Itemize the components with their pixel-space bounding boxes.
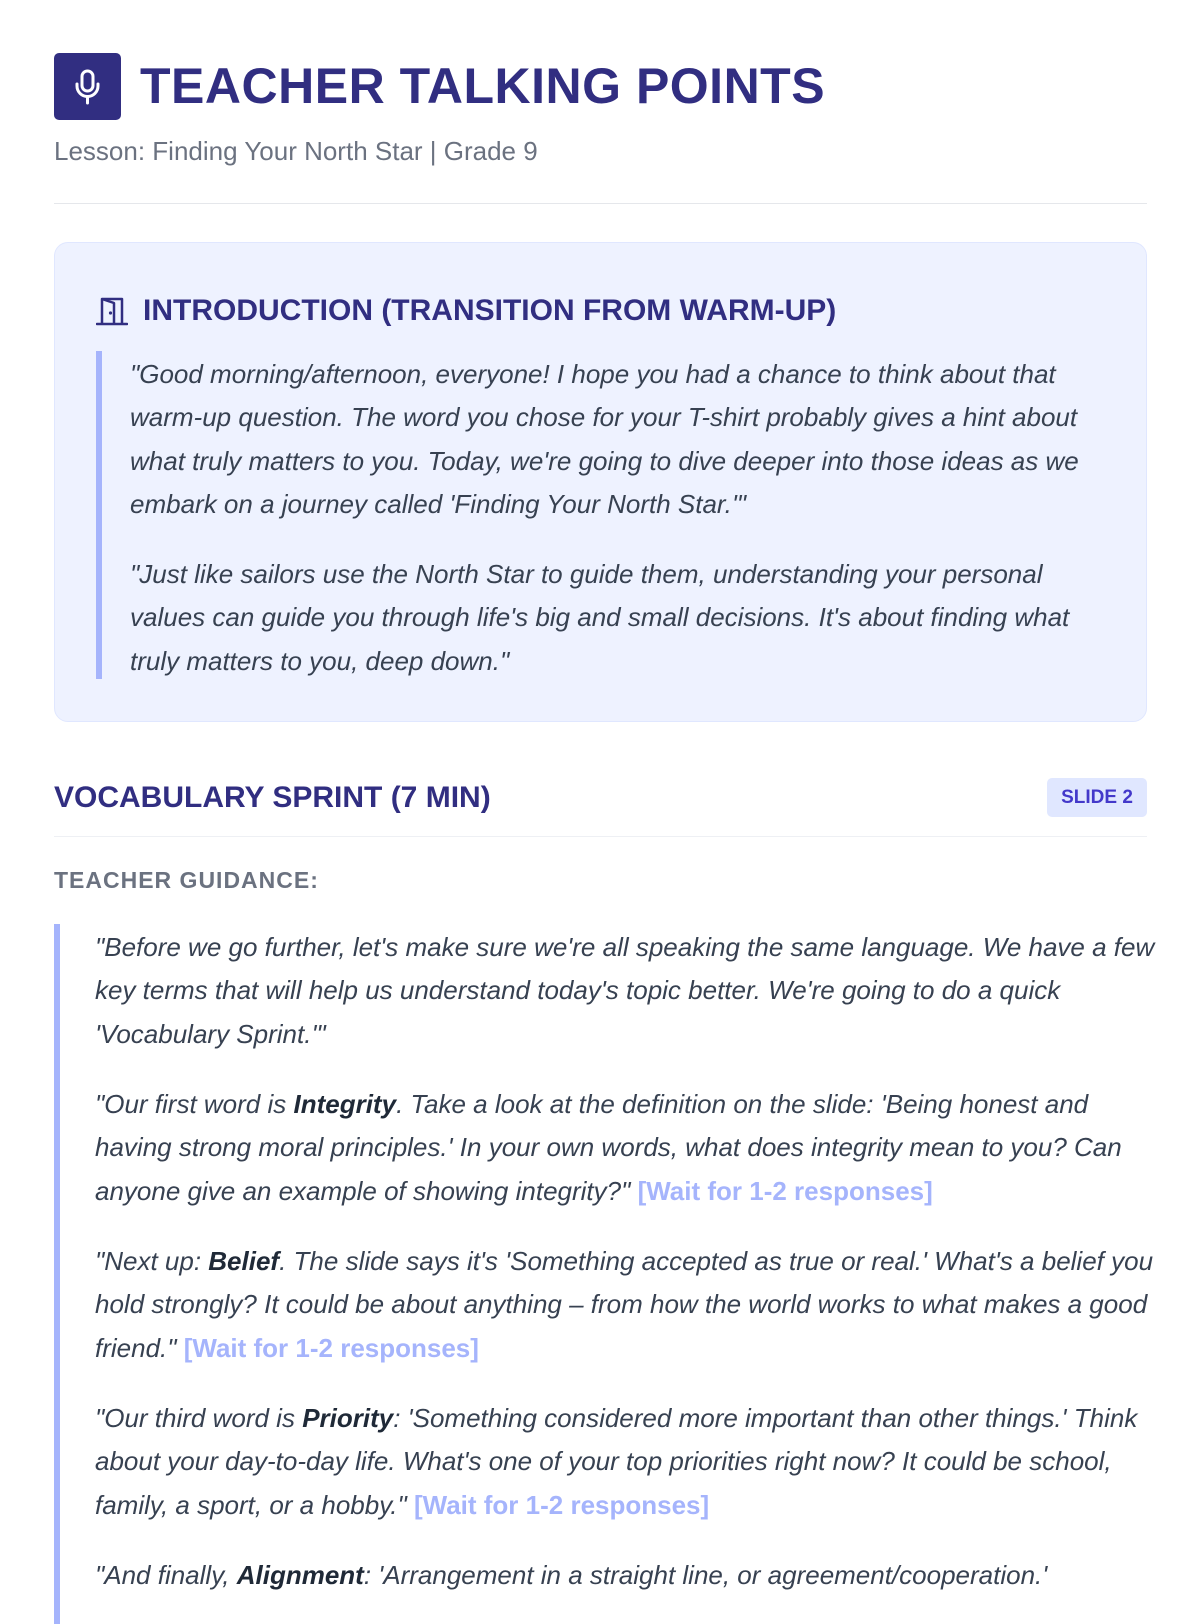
intro-paragraph: "Just like sailors use the North Star to guide them, understanding your personal values can guide you through life's big and small decisions. It's about finding what truly matters to you, deep down." <box>130 559 1070 676</box>
page-header <box>54 53 1147 204</box>
guidance-text: "Next up: <box>95 1246 209 1276</box>
teacher-guidance-quote <box>54 924 1153 1624</box>
vocabulary-section-header <box>54 776 1147 837</box>
wait-note: [Wait for 1-2 responses] <box>637 1175 933 1206</box>
guidance-text: . Take a look at the definition on the slide: 'Being honest and having strong moral principles.' In your own words, what does integrity mean to you? Can anyone give an example of showing integrity?" <box>95 1089 1122 1206</box>
vocabulary-section-title: VOCABULARY SPRINT (7 MIN) <box>54 781 491 814</box>
vocab-term: Priority <box>302 1403 394 1433</box>
guidance-text: : 'Something considered more important than other things.' Think about your day-to-day life. What's one of your top priorities right now? It could be school, family, a sport, or a hobby." <box>95 1403 1138 1520</box>
vocab-term: Belief <box>208 1246 280 1276</box>
guidance-text: : 'Arrangement in a straight line, or agreement/cooperation.' <box>363 1560 1048 1590</box>
wait-note: [Wait for 1-2 responses] <box>413 1489 710 1520</box>
guidance-text: "Our first word is <box>95 1089 294 1119</box>
wait-note: [Wait for 1-2 responses] <box>183 1332 479 1363</box>
guidance-text: "Before we go further, let's make sure we're all speaking the same language. We have a few key terms that will help us understand today's topic better. We're going to do a quick 'Vocabulary Sprint.'" <box>95 932 1155 1049</box>
introduction-card <box>54 242 1147 722</box>
guidance-paragraph <box>95 1083 1155 1213</box>
microphone-icon-box <box>54 53 121 120</box>
vocab-term: Alignment <box>236 1560 364 1590</box>
guidance-paragraph <box>95 1397 1155 1527</box>
intro-paragraph: "Good morning/afternoon, everyone! I hope you had a chance to think about that warm-up question. The word you chose for your T-shirt probably gives a hint about what truly matters to you. Today, we're going to dive deeper into those ideas as we embark on a journey called 'Finding Your North Star.'" <box>130 359 1079 519</box>
introduction-heading <box>96 291 1096 331</box>
introduction-quote <box>96 351 1107 679</box>
guidance-paragraph <box>95 926 1155 1056</box>
teacher-guidance-label: TEACHER GUIDANCE: <box>54 867 319 893</box>
guidance-text: "Our third word is <box>95 1403 303 1433</box>
guidance-paragraph <box>95 1240 1155 1370</box>
introduction-title: INTRODUCTION (TRANSITION FROM WARM-UP) <box>143 294 837 327</box>
guidance-text: . The slide says it's 'Something accepted as true or real.' What's a belief you hold strongly? It could be about anything – from how the world works to what makes a good friend." <box>95 1246 1154 1363</box>
guidance-text: "And finally, <box>95 1560 237 1590</box>
vocab-term: Integrity <box>293 1089 397 1119</box>
page-title: TEACHER TALKING POINTS <box>140 58 826 114</box>
microphone-icon <box>74 69 101 105</box>
lesson-subtitle: Lesson: Finding Your North Star | Grade 9 <box>54 136 538 166</box>
door-icon <box>96 296 128 326</box>
slide-badge: SLIDE 2 <box>1047 778 1147 817</box>
guidance-paragraph <box>95 1554 1155 1597</box>
